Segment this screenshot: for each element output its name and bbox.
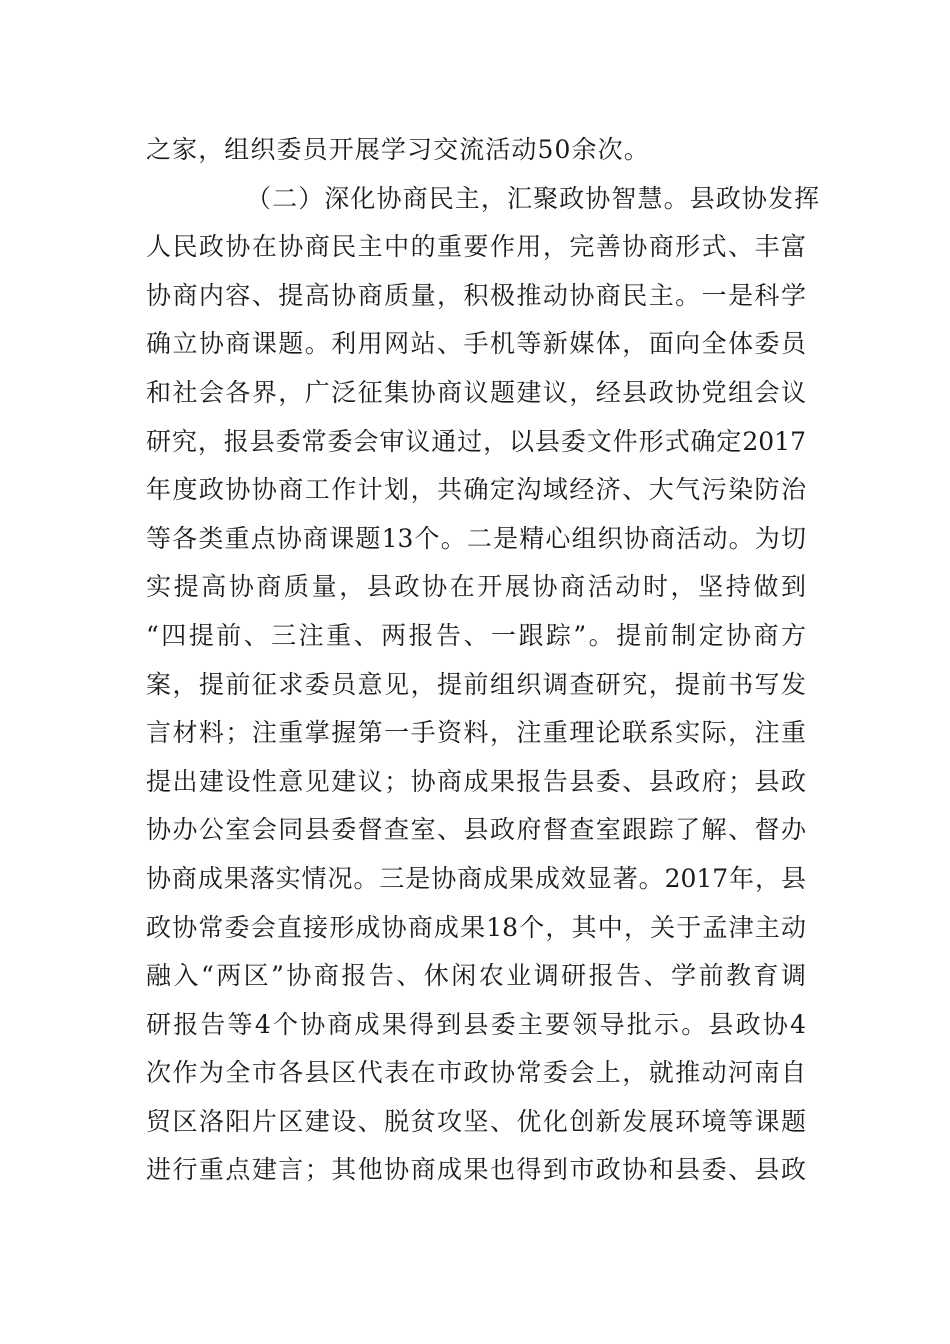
text-line: 实提高协商质量，县政协在开展协商活动时，坚持做到	[146, 572, 806, 602]
text-line: 言材料；注重掌握第一手资料，注重理论联系实际，注重	[146, 718, 806, 748]
text-line: 政协常委会直接形成协商成果18个，其中，关于孟津主动	[146, 912, 806, 942]
body-text	[146, 126, 821, 1195]
text-line: 进行重点建言；其他协商成果也得到市政协和县委、县政	[146, 1155, 806, 1185]
text-line: 协商内容、提高协商质量，积极推动协商民主。一是科学	[146, 280, 806, 310]
text-line: 研报告等4个协商成果得到县委主要领导批示。县政协4	[146, 1009, 806, 1039]
text-line: 案，提前征求委员意见，提前组织调查研究，提前书写发	[146, 669, 806, 699]
text-line: 融入“两区”协商报告、休闲农业调研报告、学前教育调	[146, 961, 806, 991]
text-line: 年度政协协商工作计划，共确定沟域经济、大气污染防治	[146, 475, 806, 505]
text-line: 之家，组织委员开展学习交流活动50余次。	[146, 135, 650, 164]
text-line: 协商成果落实情况。三是协商成果成效显著。2017年，县	[146, 863, 806, 893]
text-line: 协办公室会同县委督查室、县政府督查室跟踪了解、督办	[146, 815, 806, 845]
text-line: 研究，报县委常委会审议通过，以县委文件形式确定2017	[146, 426, 806, 456]
section-heading-line: （二）深化协商民主，汇聚政协智慧。县政协发挥	[246, 183, 821, 213]
text-line: 和社会各界，广泛征集协商议题建议，经县政协党组会议	[146, 377, 806, 407]
text-line: 次作为全市各县区代表在市政协常委会上，就推动河南自	[146, 1058, 806, 1088]
text-line: “四提前、三注重、两报告、一跟踪”。提前制定协商方	[146, 620, 806, 650]
text-line: 等各类重点协商课题13个。二是精心组织协商活动。为切	[146, 523, 806, 553]
text-line: 提出建设性意见建议；协商成果报告县委、县政府；县政	[146, 766, 806, 796]
text-line: 贸区洛阳片区建设、脱贫攻坚、优化创新发展环境等课题	[146, 1106, 806, 1136]
text-line: 确立协商课题。利用网站、手机等新媒体，面向全体委员	[146, 329, 806, 359]
text-line: 人民政协在协商民主中的重要作用，完善协商形式、丰富	[146, 232, 806, 262]
